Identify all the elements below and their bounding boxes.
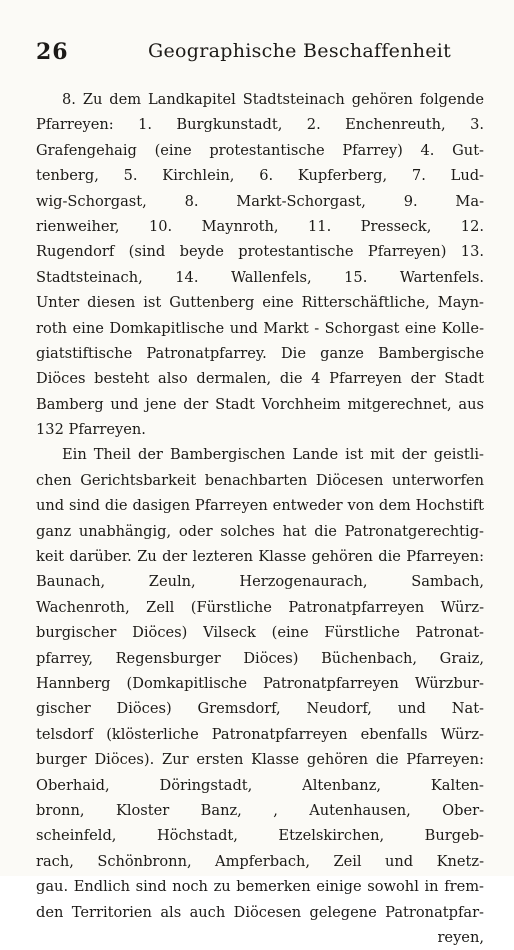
text-line: gischer Diöces) Gremsdorf, Neudorf, und Nat- [36, 700, 484, 718]
text-line: pfarrey, Regensburger Diöces) Büchenbach, Graiz, [36, 649, 484, 667]
text-line: keit darüber. Zu der lezteren Klasse gehören die Pfarreyen: [36, 548, 484, 566]
text-line: den Territorien als auch Diöcesen gelegene Patronatpfar- [36, 903, 484, 921]
text-line: gau. Endlich sind noch zu bemerken einige sowohl in frem- [36, 878, 484, 896]
text-line: scheinfeld, Höchstadt, Etzelskirchen, Burgeb- [36, 827, 484, 845]
text-line: burger Diöces). Zur ersten Klasse gehören die Pfarreyen: [36, 751, 484, 769]
text-line: und sind die dasigen Pfarreyen entweder von dem Hochstift [36, 497, 484, 515]
catchword: reyen, [437, 928, 484, 946]
body-text [36, 87, 484, 950]
text-line: Baunach, Zeuln, Herzogenaurach, Sambach, [36, 573, 484, 591]
text-line: burgischer Diöces) Vilseck (eine Fürstliche Patronat- [36, 624, 484, 642]
text-line: 132 Pfarreyen. [36, 421, 146, 439]
running-head: Geographische Beschaffenheit [148, 40, 452, 62]
text-line: Hannberg (Domkapitlische Patronatpfarreyen Würzbur- [36, 674, 484, 692]
text-line: roth eine Domkapitlische und Markt - Schorgast eine Kolle- [36, 319, 484, 337]
page-number: 26 [36, 39, 69, 65]
text-line: giatstiftische Patronatpfarrey. Die ganze Bambergische [36, 344, 484, 362]
text-line: Unter diesen ist Guttenberg eine Ritterschäftliche, Mayn- [36, 294, 484, 312]
text-line: tenberg, 5. Kirchlein, 6. Kupferberg, 7. Lud- [36, 167, 484, 185]
text-line: rach, Schönbronn, Ampferbach, Zeil und Knetz- [36, 852, 484, 870]
text-line: bronn, Kloster Banz, , Autenhausen, Ober- [36, 801, 484, 819]
text-line: Oberhaid, Döringstadt, Altenbanz, Kalten- [36, 776, 484, 794]
text-line: wig-Schorgast, 8. Markt-Schorgast, 9. Ma- [36, 192, 484, 210]
text-line: Grafengehaig (eine protestantische Pfarrey) 4. Gut- [36, 141, 484, 159]
text-line: Pfarreyen: 1. Burgkunstadt, 2. Enchenreuth, 3. [36, 116, 484, 134]
text-line: Bamberg und jene der Stadt Vorchheim mitgerechnet, aus [36, 395, 484, 413]
text-line: Diöces besteht also dermalen, die 4 Pfarreyen der Stadt [36, 370, 484, 388]
text-line: Rugendorf (sind beyde protestantische Pfarreyen) 13. [36, 243, 484, 261]
text-line: ganz unabhängig, oder solches hat die Patronatgerechtig- [36, 522, 484, 540]
text-line: rienweiher, 10. Maynroth, 11. Presseck, 12. [36, 217, 484, 235]
text-line: Stadtsteinach, 14. Wallenfels, 15. Wartenfels. [36, 268, 484, 286]
text-line: Ein Theil der Bambergischen Lande ist mit der geistli- [62, 446, 484, 464]
text-line: telsdorf (klösterliche Patronatpfarreyen ebenfalls Würz- [36, 725, 484, 743]
text-line: chen Gerichtsbarkeit benachbarten Diöcesen unterworfen [36, 471, 484, 489]
text-line: 8. Zu dem Landkapitel Stadtsteinach gehören folgende [62, 91, 484, 108]
text-line: Wachenroth, Zell (Fürstliche Patronatpfarreyen Würz- [36, 598, 484, 616]
